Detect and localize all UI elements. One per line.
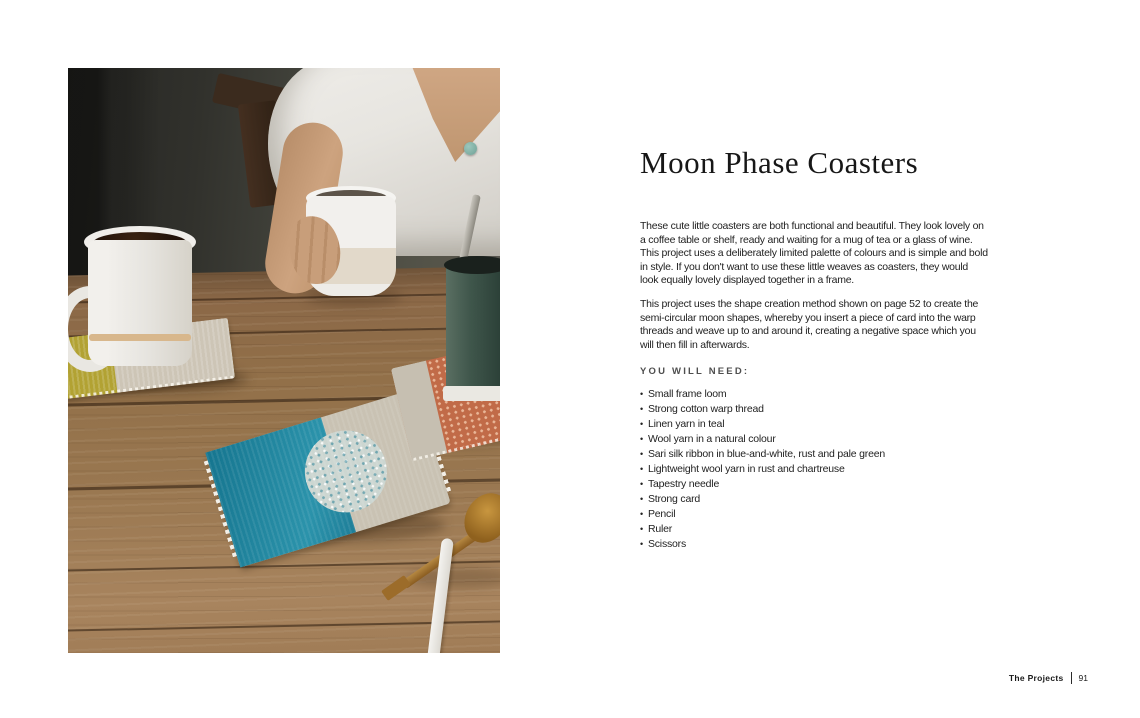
bullet-icon: • — [640, 464, 643, 475]
bullet-icon: • — [640, 434, 643, 445]
material-label: Tapestry needle — [647, 478, 720, 491]
bullet-icon: • — [640, 509, 643, 520]
coaster-moon-shape — [295, 420, 397, 522]
bullet-icon: • — [640, 389, 643, 400]
project-photo — [68, 68, 500, 653]
material-item — [640, 447, 988, 462]
material-label: Strong cotton warp thread — [647, 403, 764, 416]
green-tin — [446, 262, 500, 394]
page-footer — [1009, 672, 1088, 684]
material-label: Lightweight wool yarn in rust and chartreuse — [647, 463, 845, 476]
material-item — [640, 522, 988, 537]
material-label: Sari silk ribbon in blue-and-white, rust and pale green — [647, 448, 886, 461]
footer-section: The Projects — [1008, 673, 1064, 683]
material-item — [640, 537, 988, 552]
coffee-mug-stripe — [89, 334, 191, 341]
method-paragraph: This project uses the shape creation method shown on page 52 to create the semi-circular moon shapes, whereby you insert a piece of card into the warp threads and weave up to and around it, creating a negative space which you will then fill in afterwards. — [640, 297, 979, 351]
article — [640, 146, 988, 552]
bullet-icon: • — [640, 419, 643, 430]
material-label: Linen yarn in teal — [647, 418, 725, 431]
intro-paragraph: These cute little coasters are both functional and beautiful. They look lovely on a coffee table or shelf, ready and waiting for a mug of tea or a glass of wine. This project uses a deliberately limited palette of colours and is simple and bold in style. If you don't want to use these little weaves as coasters, they would look equally lovely displayed together in a frame. — [640, 220, 988, 287]
bullet-icon: • — [640, 449, 643, 460]
material-item — [640, 507, 988, 522]
material-label: Ruler — [647, 523, 673, 536]
material-item — [640, 387, 988, 402]
shirt-button — [464, 142, 477, 155]
material-label: Small frame loom — [647, 388, 727, 401]
bullet-icon: • — [640, 524, 643, 535]
material-label: Pencil — [647, 508, 676, 521]
page-title: Moon Phase Coasters — [640, 145, 919, 180]
material-item — [640, 402, 988, 417]
coffee-mug — [88, 240, 192, 366]
bullet-icon: • — [640, 539, 643, 550]
material-item — [640, 492, 988, 507]
material-label: Strong card — [647, 493, 701, 506]
material-item — [640, 477, 988, 492]
material-label: Scissors — [647, 538, 687, 551]
material-item — [640, 432, 988, 447]
materials-list — [640, 387, 988, 552]
material-item — [640, 417, 988, 432]
material-label: Wool yarn in a natural colour — [647, 433, 776, 446]
footer-page-number: 91 — [1078, 673, 1088, 683]
green-tin-base — [443, 386, 500, 401]
bullet-icon: • — [640, 404, 643, 415]
footer-divider — [1071, 672, 1072, 684]
bullet-icon: • — [640, 494, 643, 505]
material-item — [640, 462, 988, 477]
bullet-icon: • — [640, 479, 643, 490]
materials-heading: YOU WILL NEED: — [640, 366, 750, 378]
